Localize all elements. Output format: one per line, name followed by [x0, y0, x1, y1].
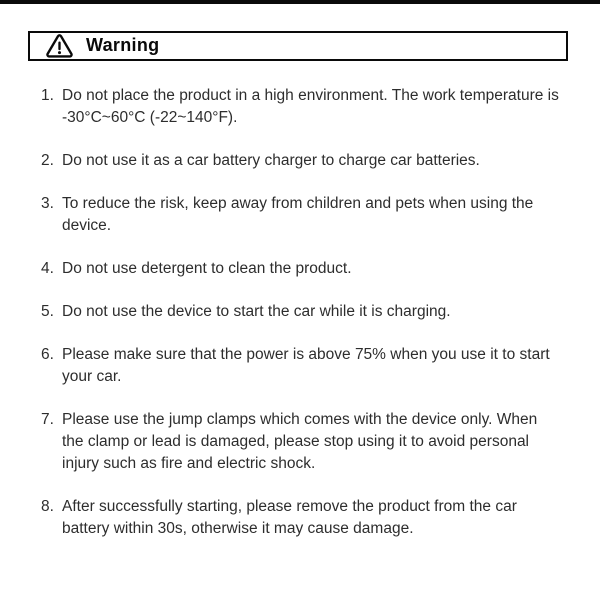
warning-list [41, 85, 571, 561]
warning-item [41, 193, 571, 237]
warning-item [41, 258, 571, 280]
warning-item-number: 8. [41, 498, 54, 515]
warning-item-number: 4. [41, 260, 54, 277]
warning-item-number: 1. [41, 87, 54, 104]
warning-title: Warning [86, 34, 160, 55]
warning-item-text: Please use the jump clamps which comes with the device only. When the clamp or lead is damaged, please stop using it to avoid personal injury such as fire and electric shock. [62, 411, 538, 472]
warning-item-text: To reduce the risk, keep away from children and pets when using the device. [62, 195, 534, 234]
warning-item-number: 2. [41, 152, 54, 169]
warning-item-text: Please make sure that the power is above 75% when you use it to start your car. [62, 346, 550, 385]
warning-item [41, 496, 571, 540]
warning-item-text: Do not use detergent to clean the product. [62, 260, 352, 277]
top-rule [0, 0, 600, 4]
warning-item-number: 7. [41, 411, 54, 428]
warning-item [41, 85, 571, 129]
warning-item [41, 409, 571, 475]
warning-triangle-icon [46, 34, 73, 58]
warning-item [41, 301, 571, 323]
warning-item-number: 6. [41, 346, 54, 363]
warning-item-text: Do not place the product in a high environment. The work temperature is -30°C~60°C (-22~140°F). [62, 87, 559, 126]
warning-item [41, 344, 571, 388]
warning-header [28, 31, 568, 61]
warning-item-text: Do not use the device to start the car while it is charging. [62, 303, 451, 320]
warning-item-number: 5. [41, 303, 54, 320]
warning-item-text: After successfully starting, please remove the product from the car battery within 30s, otherwise it may cause damage. [62, 498, 517, 537]
warning-item [41, 150, 571, 172]
warning-item-number: 3. [41, 195, 54, 212]
warning-item-text: Do not use it as a car battery charger to charge car batteries. [62, 152, 480, 169]
